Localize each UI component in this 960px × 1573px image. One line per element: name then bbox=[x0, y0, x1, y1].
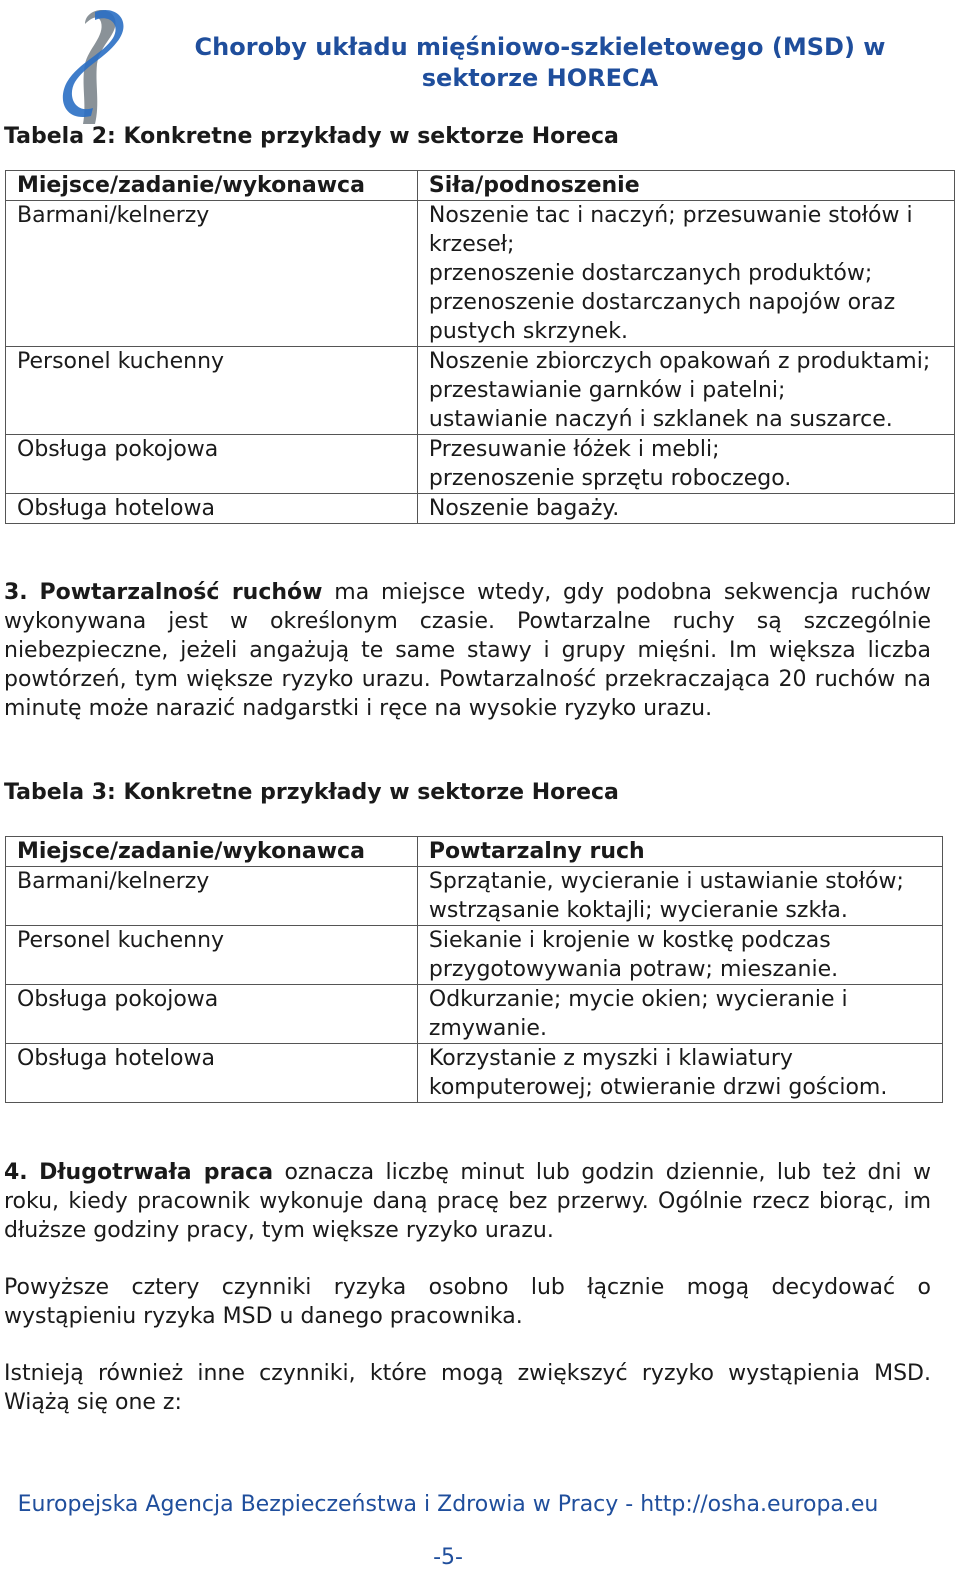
agency-logo bbox=[55, 4, 145, 126]
cell-line: Noszenie bagaży. bbox=[428, 496, 620, 521]
table-cell-place: Obsługa pokojowa bbox=[6, 435, 418, 494]
table-cell-description: Siekanie i krojenie w kostkę podczas przygotowywania potraw; mieszanie. bbox=[417, 926, 942, 985]
table-row bbox=[6, 985, 943, 1044]
cell-line: Przesuwanie łóżek i mebli; bbox=[428, 437, 720, 462]
cell-line: Noszenie zbiorczych opakowań z produktami; bbox=[428, 349, 931, 374]
table-header-cell: Powtarzalny ruch bbox=[417, 837, 942, 867]
table-cell-description bbox=[417, 494, 954, 524]
document-header-title: Choroby układu mięśniowo-szkieletowego (MSD) w sektorze HORECA bbox=[194, 33, 886, 92]
table-row bbox=[6, 1044, 943, 1103]
table-cell-place: Barmani/kelnerzy bbox=[6, 867, 418, 926]
table-header-cell: Siła/podnoszenie bbox=[417, 171, 954, 201]
table-row bbox=[6, 494, 955, 524]
table-3-caption: Tabela 3: Konkretne przykłady w sektorze Horeca bbox=[4, 780, 619, 805]
section-3-number: 3. bbox=[4, 580, 28, 605]
table-cell-description bbox=[417, 435, 954, 494]
table-row bbox=[6, 867, 943, 926]
table-row bbox=[6, 926, 943, 985]
section-4-term: Długotrwała praca bbox=[39, 1160, 274, 1185]
risk-factors-paragraph: Powyższe cztery czynniki ryzyka osobno lub łącznie mogą decydować o wystąpieniu ryzyka MSD u danego pracownika. bbox=[4, 1275, 931, 1329]
other-factors-paragraph: Istnieją również inne czynniki, które mogą zwiększyć ryzyko wystąpienia MSD. Wiążą się one z: bbox=[4, 1361, 931, 1415]
footer-agency-link[interactable]: Europejska Agencja Bezpieczeństwa i Zdrowia w Pracy - http://osha.europa.eu bbox=[17, 1492, 879, 1517]
table-cell-place: Obsługa pokojowa bbox=[6, 985, 418, 1044]
cell-line: ustawianie naczyń i szklanek na suszarce. bbox=[428, 407, 893, 432]
page-number: -5- bbox=[433, 1545, 463, 1570]
cell-line: Noszenie tac i naczyń; przesuwanie stołów i krzeseł; bbox=[428, 203, 913, 257]
section-3-paragraph bbox=[4, 578, 931, 723]
table-2 bbox=[5, 170, 955, 524]
table-header-row bbox=[6, 171, 955, 201]
cell-line: przestawianie garnków i patelni; bbox=[428, 378, 786, 403]
table-header-cell: Miejsce/zadanie/wykonawca bbox=[6, 171, 418, 201]
section-4-number: 4. bbox=[4, 1160, 28, 1185]
table-cell-place: Personel kuchenny bbox=[6, 926, 418, 985]
table-3 bbox=[5, 836, 943, 1103]
table-cell-description: Odkurzanie; mycie okien; wycieranie i zmywanie. bbox=[417, 985, 942, 1044]
table-cell-place: Obsługa hotelowa bbox=[6, 1044, 418, 1103]
table-2-caption: Tabela 2: Konkretne przykłady w sektorze Horeca bbox=[4, 124, 619, 149]
table-cell-description bbox=[417, 201, 954, 347]
section-3-text: ma miejsce wtedy, gdy podobna sekwencja ruchów wykonywana jest w określonym czasie. Powtarzalne ruchy są szczególnie niebezpieczne, jeżeli angażują te same stawy i grupy mięśni. Im większa liczba powtórzeń, tym większe ryzyko urazu. Powtarzalność przekraczająca 20 ruchów na minutę może narazić nadgarstki i ręce na wysokie ryzyko urazu. bbox=[4, 580, 931, 721]
cell-line: przenoszenie sprzętu roboczego. bbox=[428, 466, 792, 491]
table-cell-place: Barmani/kelnerzy bbox=[6, 201, 418, 347]
table-cell-description: Sprzątanie, wycieranie i ustawianie stołów; wstrząsanie koktajli; wycieranie szkła. bbox=[417, 867, 942, 926]
table-row bbox=[6, 435, 955, 494]
cell-line: przenoszenie dostarczanych produktów; przenoszenie dostarczanych napojów oraz pustych skrzynek. bbox=[428, 261, 896, 344]
table-row bbox=[6, 347, 955, 435]
table-cell-place: Obsługa hotelowa bbox=[6, 494, 418, 524]
section-3-term: Powtarzalność ruchów bbox=[39, 580, 323, 605]
section-4-text: oznacza liczbę minut lub godzin dziennie, lub też dni w roku, kiedy pracownik wykonuje daną pracę bez przerwy. Ogólnie rzecz biorąc, im dłuższe godziny pracy, tym większe ryzyko urazu. bbox=[4, 1160, 931, 1243]
table-cell-description bbox=[417, 347, 954, 435]
section-4-paragraph bbox=[4, 1158, 931, 1245]
table-header-row bbox=[6, 837, 943, 867]
table-row bbox=[6, 201, 955, 347]
table-cell-description: Korzystanie z myszki i klawiatury komputerowej; otwieranie drzwi gościom. bbox=[417, 1044, 942, 1103]
table-header-cell: Miejsce/zadanie/wykonawca bbox=[6, 837, 418, 867]
table-cell-place: Personel kuchenny bbox=[6, 347, 418, 435]
